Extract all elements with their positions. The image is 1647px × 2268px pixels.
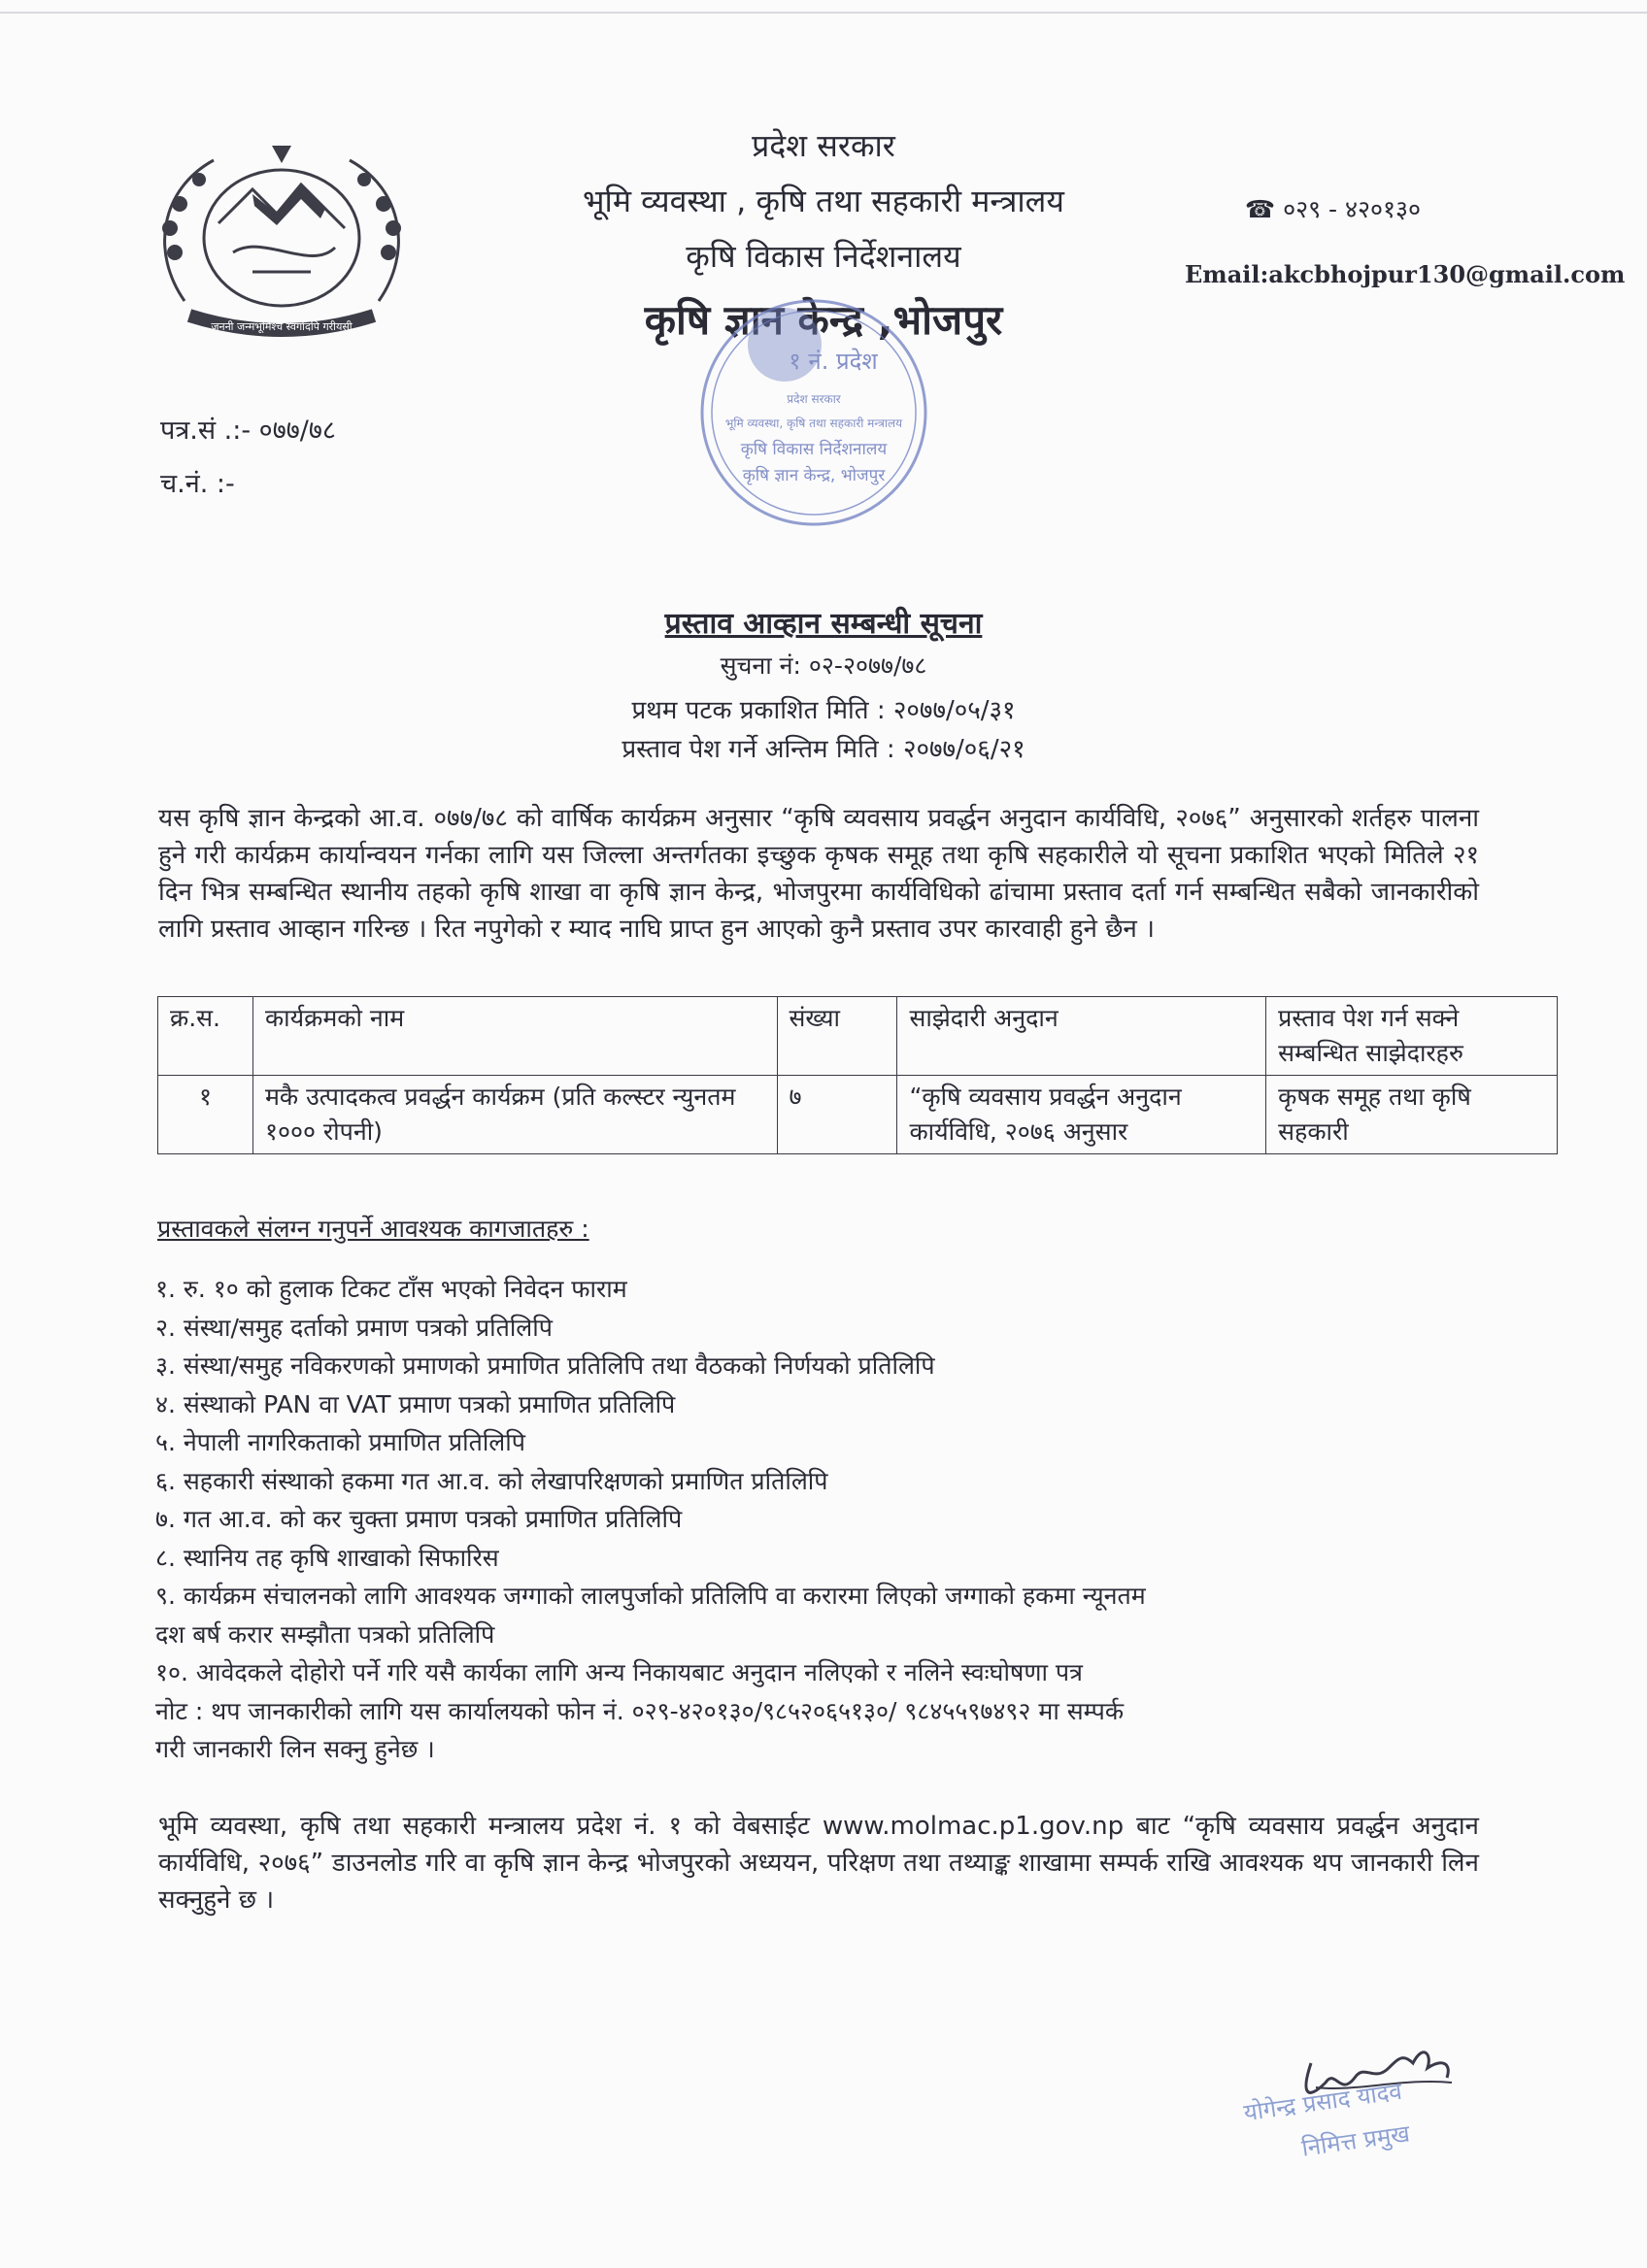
stamp-line-5: कृषि ज्ञान केन्द्र, भोजपुर [742, 466, 886, 485]
signatory-name: योगेन्द्र प्रसाद यादव [1241, 2077, 1404, 2127]
list-item: ३. संस्था/समुह नविकरणको प्रमाणको प्रमाणित प्रतिलिपि तथा वैठकको निर्णयको प्रतिलिपि [155, 1351, 935, 1380]
notice-intro-paragraph: यस कृषि ज्ञान केन्द्रको आ.व. ०७७/७८ को वार्षिक कार्यक्रम अनुसार “कृषि व्यवसाय प्रवर्द्धन अनुदान कार्यविधि, २०७६” अनुसारको शर्तहरु पालना हुने गरी कार्यक्रम कार्यान्वयन गर्नका लागि यस जिल्ला अन्तर्गतका इच्छुक कृषक समूह तथा कृषि सहकारीले यो सूचना प्रकाशित भएको मितिले २१ दिन भित्र सम्बन्धित स्थानीय तहको कृषि शाखा वा कृषि ज्ञान केन्द्र, भोजपुरमा कार्यविधिको ढांचामा प्रस्ताव दर्ता गर्न सम्बन्धित सबैको जानकारीको लागि प्रस्ताव आव्हान गरिन्छ । रित नपुगेको र म्याद नाघि प्राप्त हुन आएको कुनै प्रस्ताव उपर कारवाही हुने छैन । [158, 804, 1479, 944]
email-address[interactable]: Email:akcbhojpur130@gmail.com [1185, 260, 1626, 288]
col-header-grant: साझेदारी अनुदान [897, 997, 1266, 1076]
col-header-program-name: कार्यक्रमको नाम [252, 997, 777, 1076]
documents-list [155, 1270, 1146, 1769]
official-stamp-icon [688, 291, 940, 534]
documents-title: प्रस्तावकले संलग्न गनुपर्ने आवश्यक कागजातहरु : [157, 1215, 589, 1243]
list-item: १. रु. १० को हुलाक टिकट टाँस भएको निवेदन फाराम [155, 1275, 627, 1303]
stamp-line-2: प्रदेश सरकार [787, 392, 841, 406]
list-item: ५. नेपाली नागरिकताको प्रमाणित प्रतिलिपि [155, 1428, 525, 1456]
stamp-line-3: भूमि व्यवस्था, कृषि तथा सहकारी मन्त्रालय [724, 417, 903, 430]
list-item: १०. आवेदकले दोहोरो पर्ने गरि यसै कार्यका लागि अन्य निकायबाट अनुदान नलिएको र नलिने स्वःघोषणा पत्र [155, 1658, 1083, 1686]
col-header-serial: क्र.स. [158, 997, 253, 1076]
government-name: प्रदेश सरकार [752, 127, 895, 164]
ministry-name: भूमि व्यवस्था , कृषि तथा सहकारी मन्त्रालय [583, 183, 1064, 219]
dispatch-number: च.नं. :- [160, 469, 235, 499]
table-row [158, 1076, 1558, 1154]
list-item: ७. गत आ.व. को कर चुक्ता प्रमाण पत्रको प्रमाणित प्रतिलिपि [155, 1505, 683, 1533]
directorate-name: कृषि विकास निर्देशनालय [686, 238, 961, 275]
stamp-line-4: कृषि विकास निर्देशनालय [740, 440, 888, 459]
phone-block [1245, 192, 1421, 225]
col-header-partners: प्रस्ताव पेश गर्न सक्ने सम्बन्धित साझेदारहरु [1266, 997, 1558, 1076]
cell-serial: १ [158, 1076, 253, 1154]
notice-number: सुचना नं: ०२-२०७७/७८ [720, 651, 927, 680]
table-header-row [158, 997, 1558, 1076]
cell-count: ७ [777, 1076, 897, 1154]
first-published-date: प्रथम पटक प्रकाशित मिति : २०७७/०५/३१ [631, 696, 1016, 725]
list-item: गरी जानकारी लिन सक्नु हुनेछ । [155, 1735, 435, 1763]
notice-title: प्रस्ताव आव्हान सम्बन्धी सूचना [664, 607, 983, 641]
list-item: ६. सहकारी संस्थाको हकमा गत आ.व. को लेखापरिक्षणको प्रमाणित प्रतिलिपि [155, 1466, 828, 1495]
emblem-motto: जननी जन्मभूमिश्च स्वर्गादपि गरीयसी [211, 320, 353, 333]
list-item: नोट : थप जानकारीको लागि यस कार्यालयको फोन नं. ०२९-४२०१३०/९८५२०६५१३०/ ९८४५५९७४९२ मा सम्पर्क [155, 1696, 1125, 1725]
last-submission-date: प्रस्ताव पेश गर्ने अन्तिम मिति : २०७७/०६/२१ [622, 735, 1025, 764]
list-item: दश बर्ष करार सम्झौता पत्रको प्रतिलिपि [155, 1619, 495, 1649]
signatory-designation: निमित्त प्रमुख [1299, 2119, 1412, 2162]
cell-partners: कृषक समूह तथा कृषि सहकारी [1266, 1076, 1558, 1154]
letter-number: पत्र.सं .:- ०७७/७८ [160, 416, 336, 446]
office-name: कृषि ज्ञान केन्द्र ,भोजपुर [644, 296, 1003, 344]
list-item: ९. कार्यक्रम संचालनको लागि आवश्यक जग्गाको लालपुर्जाको प्रतिलिपि वा करारमा लिएको जग्गाको हकमा न्यूनतम [155, 1582, 1146, 1610]
col-header-count: संख्या [777, 997, 897, 1076]
list-item: ८. स्थानिय तह कृषि शाखाको सिफारिस [155, 1543, 499, 1572]
program-table [157, 996, 1558, 1154]
telephone-icon: ☎ [1245, 195, 1276, 223]
phone-number: ०२९ - ४२०१३० [1283, 195, 1422, 223]
page-top-edge [0, 12, 1647, 14]
cell-program-name: मकै उत्पादकत्व प्रवर्द्धन कार्यक्रम (प्रति कल्स्टर न्युनतम १००० रोपनी) [252, 1076, 777, 1154]
cell-grant: “कृषि व्यवसाय प्रवर्द्धन अनुदान कार्यविधि, २०७६ अनुसार [897, 1076, 1266, 1154]
list-item: ४. संस्थाको PAN वा VAT प्रमाण पत्रको प्रमाणित प्रतिलिपि [155, 1389, 676, 1418]
stamp-line-1: १ नं. प्रदेश [789, 348, 878, 375]
list-item: २. संस्था/समुह दर्ताको प्रमाण पत्रको प्रतिलिपि [155, 1313, 553, 1342]
closing-paragraph: भूमि व्यवस्था, कृषि तथा सहकारी मन्त्रालय प्रदेश नं. १ को वेबसाईट www.molmac.p1.gov.np बाट “कृषि व्यवसाय प्रवर्द्धन अनुदान कार्यविधि, २०७६” डाउनलोड गरि वा कृषि ज्ञान केन्द्र भोजपुरको अध्ययन, परिक्षण तथा तथ्याङ्क शाखामा सम्पर्क राखि आवश्यक थप जानकारी लिन सक्नुहुने छ । [158, 1812, 1479, 1915]
